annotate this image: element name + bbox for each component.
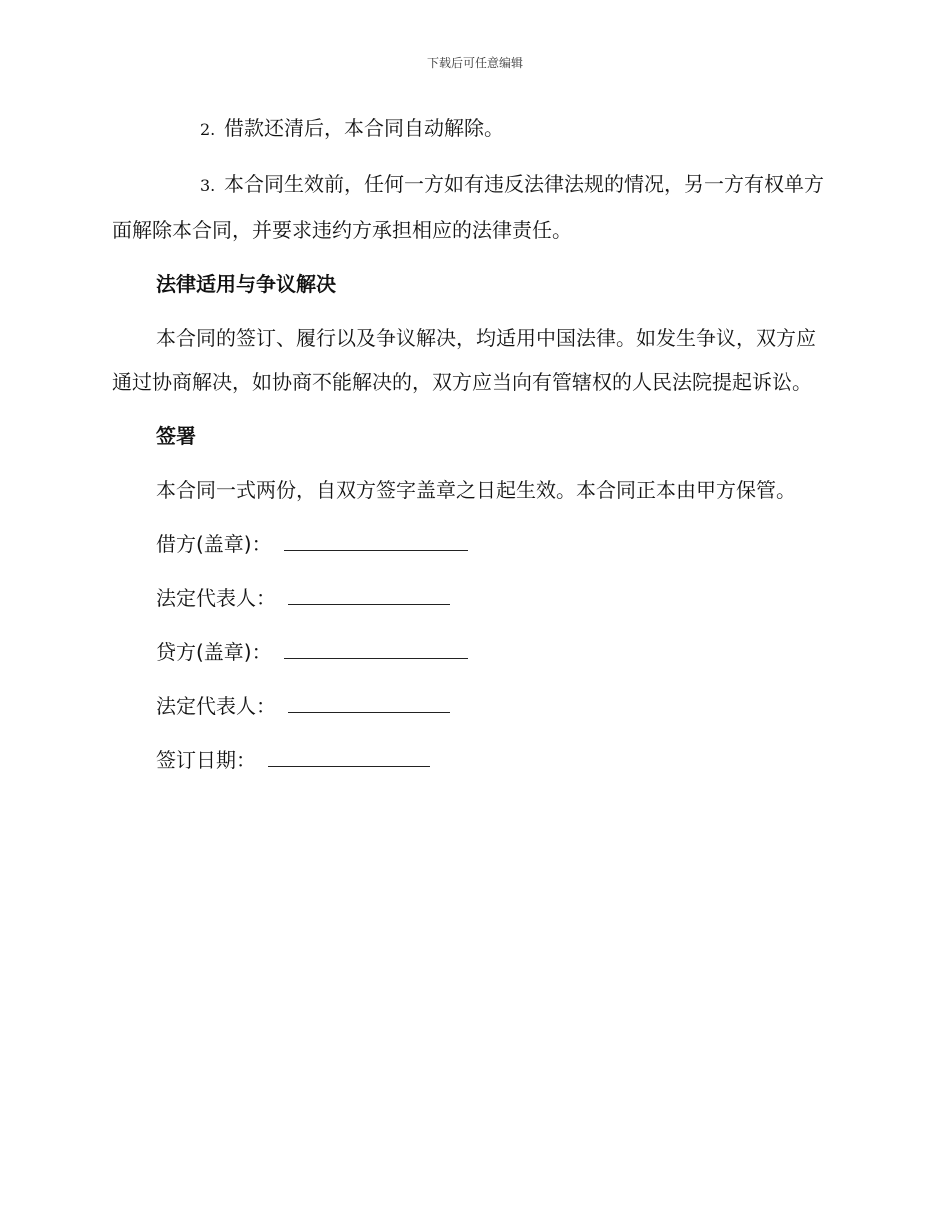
clause-text: 本合同生效前，任何一方如有违反法律法规的情况，另一方有权单方面解除本合同，并要求违约方承担相应的法律责任。 [112, 172, 824, 242]
clause-number: 3. [200, 176, 216, 195]
signing-section-heading: 签署 [156, 424, 196, 448]
lender-seal-field [156, 630, 834, 674]
borrower-representative-field [156, 576, 834, 620]
signing-section-body: 本合同一式两份，自双方签字盖章之日起生效。本合同正本由甲方保管。 [156, 478, 796, 502]
field-label: 法定代表人： [156, 694, 276, 718]
borrower-seal-blank [284, 526, 468, 551]
lender-representative-blank [288, 688, 450, 713]
borrower-representative-blank [288, 580, 450, 605]
lender-seal-blank [284, 634, 468, 659]
signing-date-blank [268, 742, 430, 767]
document-body [112, 106, 834, 792]
law-section-body: 本合同的签订、履行以及争议解决，均适用中国法律。如发生争议，双方应通过协商解决，如协商不能解决的，双方应当向有管辖权的人民法院提起诉讼。 [112, 326, 816, 394]
law-section-heading: 法律适用与争议解决 [156, 272, 336, 296]
clause-3 [112, 162, 834, 252]
lender-representative-field [156, 684, 834, 728]
clause-text: 借款还清后，本合同自动解除。 [224, 116, 504, 140]
borrower-seal-field [156, 522, 834, 566]
field-label: 借方(盖章)： [156, 532, 272, 556]
field-label: 签订日期： [156, 748, 256, 772]
clause-number: 2. [200, 120, 216, 139]
field-label: 法定代表人： [156, 586, 276, 610]
signing-date-field [156, 738, 834, 782]
page-header: 下载后可任意编辑 [426, 56, 523, 70]
clause-2 [112, 106, 834, 152]
field-label: 贷方(盖章)： [156, 640, 272, 664]
